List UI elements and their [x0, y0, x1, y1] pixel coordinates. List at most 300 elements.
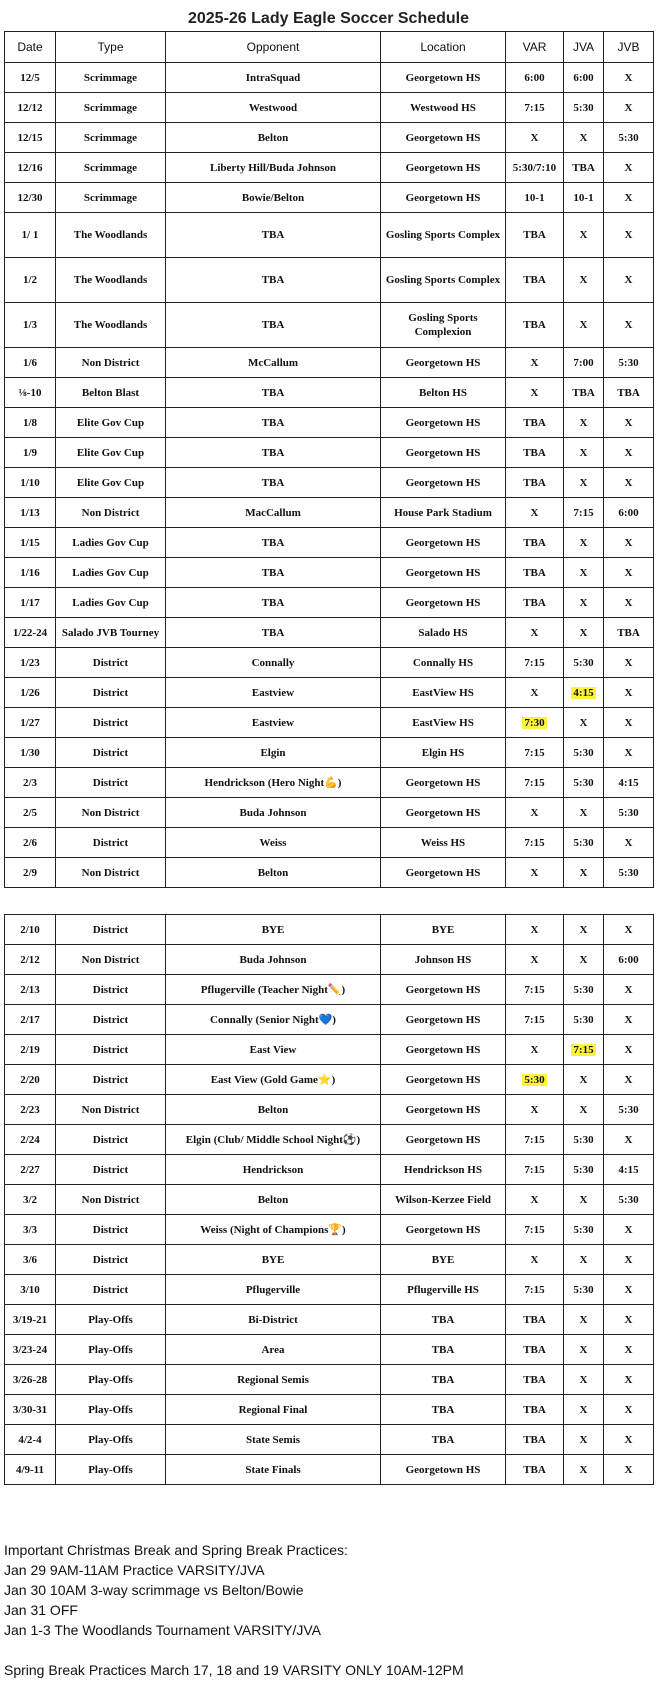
- cell-location: Pflugerville HS: [381, 1275, 506, 1305]
- cell-opponent: Connally (Senior Night💙): [166, 1005, 381, 1035]
- cell-jvb: X: [604, 1215, 654, 1245]
- table-row: [5, 258, 654, 303]
- cell-jva: X: [564, 588, 604, 618]
- cell-var: 7:15: [506, 1125, 564, 1155]
- cell-jvb: 6:00: [604, 498, 654, 528]
- cell-jva: 6:00: [564, 63, 604, 93]
- cell-opponent: East View: [166, 1035, 381, 1065]
- cell-location: Georgetown HS: [381, 1065, 506, 1095]
- cell-type: District: [56, 1155, 166, 1185]
- cell-jva: 5:30: [564, 975, 604, 1005]
- cell-opponent: Regional Semis: [166, 1365, 381, 1395]
- cell-var: [506, 1065, 564, 1095]
- cell-jva: X: [564, 1305, 604, 1335]
- cell-opponent: Belton: [166, 123, 381, 153]
- cell-type: District: [56, 1065, 166, 1095]
- cell-type: Scrimmage: [56, 153, 166, 183]
- cell-location: Georgetown HS: [381, 558, 506, 588]
- cell-var: X: [506, 618, 564, 648]
- cell-location: Georgetown HS: [381, 1455, 506, 1485]
- cell-location: Belton HS: [381, 378, 506, 408]
- cell-jva: 5:30: [564, 1125, 604, 1155]
- cell-var: 7:15: [506, 648, 564, 678]
- cell-opponent: IntraSquad: [166, 63, 381, 93]
- table-row: [5, 1335, 654, 1365]
- cell-date: 3/3: [5, 1215, 56, 1245]
- cell-location: Weiss HS: [381, 828, 506, 858]
- cell-jvb: X: [604, 1245, 654, 1275]
- cell-date: 2/27: [5, 1155, 56, 1185]
- cell-type: Belton Blast: [56, 378, 166, 408]
- cell-opponent: TBA: [166, 408, 381, 438]
- cell-opponent: TBA: [166, 468, 381, 498]
- cell-type: Elite Gov Cup: [56, 408, 166, 438]
- cell-date: 12/12: [5, 93, 56, 123]
- cell-opponent: State Finals: [166, 1455, 381, 1485]
- cell-type: District: [56, 1275, 166, 1305]
- cell-opponent: TBA: [166, 213, 381, 258]
- cell-opponent: MacCallum: [166, 498, 381, 528]
- cell-jva: 5:30: [564, 648, 604, 678]
- cell-var: 7:15: [506, 1005, 564, 1035]
- cell-var: X: [506, 378, 564, 408]
- cell-jva: X: [564, 213, 604, 258]
- table-row: [5, 63, 654, 93]
- table-row: [5, 588, 654, 618]
- table-row: [5, 915, 654, 945]
- cell-jvb: X: [604, 303, 654, 348]
- cell-jvb: X: [604, 528, 654, 558]
- cell-location: Salado HS: [381, 618, 506, 648]
- table-row: [5, 1065, 654, 1095]
- cell-var: TBA: [506, 303, 564, 348]
- cell-jvb: X: [604, 648, 654, 678]
- highlighted-time: 5:30: [524, 1073, 545, 1086]
- cell-date: 12/30: [5, 183, 56, 213]
- cell-jva: X: [564, 558, 604, 588]
- cell-date: 2/5: [5, 798, 56, 828]
- cell-jvb: X: [604, 438, 654, 468]
- notes-line: Jan 29 9AM-11AM Practice VARSITY/JVA: [4, 1562, 265, 1578]
- cell-type: District: [56, 1035, 166, 1065]
- cell-jvb: 5:30: [604, 1095, 654, 1125]
- cell-type: District: [56, 1245, 166, 1275]
- cell-jva: X: [564, 1065, 604, 1095]
- cell-type: District: [56, 768, 166, 798]
- cell-type: Play-Offs: [56, 1455, 166, 1485]
- cell-opponent: TBA: [166, 258, 381, 303]
- cell-jva: X: [564, 408, 604, 438]
- cell-jvb: 4:15: [604, 1155, 654, 1185]
- cell-var: TBA: [506, 528, 564, 558]
- cell-var: TBA: [506, 213, 564, 258]
- cell-date: 2/10: [5, 915, 56, 945]
- cell-location: TBA: [381, 1425, 506, 1455]
- table-row: [5, 1245, 654, 1275]
- cell-type: District: [56, 1005, 166, 1035]
- cell-location: Georgetown HS: [381, 438, 506, 468]
- cell-location: Gosling Sports Complexion: [381, 303, 506, 348]
- cell-var: X: [506, 915, 564, 945]
- cell-date: 1/23: [5, 648, 56, 678]
- cell-location: Gosling Sports Complex: [381, 258, 506, 303]
- cell-jva: TBA: [564, 153, 604, 183]
- cell-location: TBA: [381, 1305, 506, 1335]
- table-row: [5, 738, 654, 768]
- cell-jva: 5:30: [564, 1275, 604, 1305]
- notes-line: Jan 31 OFF: [4, 1602, 78, 1618]
- cell-type: Play-Offs: [56, 1365, 166, 1395]
- highlighted-time: 7:15: [573, 1043, 594, 1056]
- cell-jvb: 5:30: [604, 1185, 654, 1215]
- cell-jva: X: [564, 858, 604, 888]
- cell-opponent: Bi-District: [166, 1305, 381, 1335]
- cell-jvb: X: [604, 1035, 654, 1065]
- cell-jvb: X: [604, 1455, 654, 1485]
- cell-jva: 10-1: [564, 183, 604, 213]
- cell-jva: X: [564, 915, 604, 945]
- spring-break-line: Spring Break Practices March 17, 18 and 19 VARSITY ONLY 10AM-12PM: [4, 1662, 464, 1678]
- cell-location: Georgetown HS: [381, 183, 506, 213]
- cell-date: 2/19: [5, 1035, 56, 1065]
- cell-opponent: Eastview: [166, 678, 381, 708]
- table-row: [5, 1395, 654, 1425]
- cell-var: X: [506, 1245, 564, 1275]
- cell-type: Salado JVB Tourney: [56, 618, 166, 648]
- cell-jva: [564, 1035, 604, 1065]
- cell-date: 4/2-4: [5, 1425, 56, 1455]
- cell-location: Gosling Sports Complex: [381, 213, 506, 258]
- cell-jvb: X: [604, 558, 654, 588]
- table-row: [5, 153, 654, 183]
- cell-var: TBA: [506, 1335, 564, 1365]
- table-header-row: [5, 32, 654, 63]
- cell-location: Elgin HS: [381, 738, 506, 768]
- cell-jva: X: [564, 798, 604, 828]
- table-row: [5, 498, 654, 528]
- cell-location: BYE: [381, 1245, 506, 1275]
- cell-jva: 5:30: [564, 1005, 604, 1035]
- table-row: [5, 1275, 654, 1305]
- cell-var: X: [506, 1185, 564, 1215]
- cell-date: 12/16: [5, 153, 56, 183]
- cell-date: 2/13: [5, 975, 56, 1005]
- table-row: [5, 1215, 654, 1245]
- cell-location: Hendrickson HS: [381, 1155, 506, 1185]
- cell-type: Play-Offs: [56, 1335, 166, 1365]
- cell-opponent: Buda Johnson: [166, 798, 381, 828]
- cell-jva: [564, 678, 604, 708]
- cell-opponent: Weiss (Night of Champions🏆): [166, 1215, 381, 1245]
- cell-location: Georgetown HS: [381, 975, 506, 1005]
- cell-jvb: X: [604, 1365, 654, 1395]
- cell-date: 4/9-11: [5, 1455, 56, 1485]
- cell-jva: 5:30: [564, 828, 604, 858]
- cell-var: TBA: [506, 588, 564, 618]
- cell-jvb: 5:30: [604, 798, 654, 828]
- cell-var: 5:30/7:10: [506, 153, 564, 183]
- table-row: [5, 678, 654, 708]
- cell-location: TBA: [381, 1365, 506, 1395]
- cell-var: 7:15: [506, 1155, 564, 1185]
- cell-jva: X: [564, 618, 604, 648]
- cell-jvb: X: [604, 153, 654, 183]
- cell-location: TBA: [381, 1335, 506, 1365]
- cell-date: 12/15: [5, 123, 56, 153]
- cell-var: 7:15: [506, 828, 564, 858]
- cell-var: 7:15: [506, 975, 564, 1005]
- cell-jvb: X: [604, 708, 654, 738]
- cell-jvb: X: [604, 1335, 654, 1365]
- page-title: 2025-26 Lady Eagle Soccer Schedule: [187, 10, 470, 27]
- table-row: [5, 468, 654, 498]
- cell-var: 7:15: [506, 738, 564, 768]
- cell-opponent: Pflugerville (Teacher Night✏️): [166, 975, 381, 1005]
- cell-opponent: Belton: [166, 1185, 381, 1215]
- cell-jva: X: [564, 1425, 604, 1455]
- cell-date: 2/12: [5, 945, 56, 975]
- cell-opponent: Buda Johnson: [166, 945, 381, 975]
- cell-date: 1/13: [5, 498, 56, 528]
- cell-type: Non District: [56, 1185, 166, 1215]
- cell-jva: X: [564, 1395, 604, 1425]
- cell-opponent: TBA: [166, 378, 381, 408]
- cell-opponent: Area: [166, 1335, 381, 1365]
- table-row: [5, 1095, 654, 1125]
- cell-jva: X: [564, 438, 604, 468]
- table-row: [5, 975, 654, 1005]
- cell-location: TBA: [381, 1395, 506, 1425]
- cell-type: Non District: [56, 1095, 166, 1125]
- table-row: [5, 945, 654, 975]
- cell-type: The Woodlands: [56, 258, 166, 303]
- cell-opponent: TBA: [166, 618, 381, 648]
- cell-location: Georgetown HS: [381, 1125, 506, 1155]
- cell-jvb: 5:30: [604, 123, 654, 153]
- cell-type: Ladies Gov Cup: [56, 558, 166, 588]
- header-var: VAR: [506, 32, 564, 63]
- cell-var: X: [506, 123, 564, 153]
- cell-location: Connally HS: [381, 648, 506, 678]
- cell-type: Play-Offs: [56, 1305, 166, 1335]
- cell-location: Wilson-Kerzee Field: [381, 1185, 506, 1215]
- cell-date: 1/27: [5, 708, 56, 738]
- cell-location: Georgetown HS: [381, 123, 506, 153]
- highlighted-time: 4:15: [573, 686, 594, 699]
- cell-date: ⅛-10: [5, 378, 56, 408]
- cell-opponent: Bowie/Belton: [166, 183, 381, 213]
- cell-location: Westwood HS: [381, 93, 506, 123]
- cell-type: District: [56, 975, 166, 1005]
- cell-jva: X: [564, 1245, 604, 1275]
- cell-jva: X: [564, 303, 604, 348]
- cell-jvb: X: [604, 678, 654, 708]
- cell-jva: 5:30: [564, 1215, 604, 1245]
- cell-location: Georgetown HS: [381, 1095, 506, 1125]
- cell-jvb: X: [604, 915, 654, 945]
- table-row: [5, 1305, 654, 1335]
- header-opponent: Opponent: [166, 32, 381, 63]
- cell-var: 6:00: [506, 63, 564, 93]
- cell-opponent: Hendrickson (Hero Night💪): [166, 768, 381, 798]
- table-row: [5, 1425, 654, 1455]
- cell-location: Georgetown HS: [381, 408, 506, 438]
- cell-opponent: TBA: [166, 588, 381, 618]
- cell-opponent: Westwood: [166, 93, 381, 123]
- cell-jvb: X: [604, 975, 654, 1005]
- cell-date: 3/2: [5, 1185, 56, 1215]
- cell-location: Georgetown HS: [381, 858, 506, 888]
- cell-type: Play-Offs: [56, 1395, 166, 1425]
- cell-date: 2/24: [5, 1125, 56, 1155]
- table-row: [5, 378, 654, 408]
- cell-jvb: X: [604, 828, 654, 858]
- cell-jva: X: [564, 1095, 604, 1125]
- cell-var: X: [506, 1095, 564, 1125]
- cell-opponent: TBA: [166, 438, 381, 468]
- cell-jvb: X: [604, 63, 654, 93]
- schedule-table-1: [4, 31, 654, 888]
- cell-jva: 7:15: [564, 498, 604, 528]
- cell-location: House Park Stadium: [381, 498, 506, 528]
- cell-opponent: Belton: [166, 1095, 381, 1125]
- cell-opponent: Hendrickson: [166, 1155, 381, 1185]
- cell-date: 1/ 1: [5, 213, 56, 258]
- table-row: [5, 123, 654, 153]
- cell-type: Play-Offs: [56, 1425, 166, 1455]
- header-jva: JVA: [564, 32, 604, 63]
- cell-var: X: [506, 348, 564, 378]
- cell-jva: X: [564, 1365, 604, 1395]
- cell-opponent: Liberty Hill/Buda Johnson: [166, 153, 381, 183]
- cell-type: Non District: [56, 348, 166, 378]
- cell-location: Georgetown HS: [381, 1035, 506, 1065]
- cell-date: 1/15: [5, 528, 56, 558]
- cell-var: X: [506, 798, 564, 828]
- cell-var: X: [506, 858, 564, 888]
- cell-date: 3/23-24: [5, 1335, 56, 1365]
- cell-jva: 5:30: [564, 1155, 604, 1185]
- cell-opponent: Regional Final: [166, 1395, 381, 1425]
- cell-location: BYE: [381, 915, 506, 945]
- cell-type: District: [56, 708, 166, 738]
- cell-jva: X: [564, 1185, 604, 1215]
- cell-var: TBA: [506, 1305, 564, 1335]
- cell-var: 10-1: [506, 183, 564, 213]
- table-row: [5, 648, 654, 678]
- cell-jva: X: [564, 258, 604, 303]
- header-date: Date: [5, 32, 56, 63]
- cell-jva: X: [564, 1455, 604, 1485]
- cell-var: X: [506, 678, 564, 708]
- table-row: [5, 798, 654, 828]
- table-row: [5, 1185, 654, 1215]
- cell-type: District: [56, 678, 166, 708]
- table-row: [5, 348, 654, 378]
- table-row: [5, 618, 654, 648]
- cell-opponent: TBA: [166, 528, 381, 558]
- cell-date: 12/5: [5, 63, 56, 93]
- cell-type: Scrimmage: [56, 123, 166, 153]
- cell-opponent: Elgin: [166, 738, 381, 768]
- cell-date: 1/2: [5, 258, 56, 303]
- cell-location: EastView HS: [381, 708, 506, 738]
- cell-date: 2/6: [5, 828, 56, 858]
- cell-opponent: Belton: [166, 858, 381, 888]
- cell-type: District: [56, 1125, 166, 1155]
- cell-type: The Woodlands: [56, 213, 166, 258]
- cell-jva: X: [564, 945, 604, 975]
- cell-var: TBA: [506, 1395, 564, 1425]
- cell-jva: X: [564, 528, 604, 558]
- schedule-body-1: [5, 63, 654, 888]
- cell-opponent: Eastview: [166, 708, 381, 738]
- cell-opponent: State Semis: [166, 1425, 381, 1455]
- cell-var: 7:15: [506, 93, 564, 123]
- table-row: [5, 408, 654, 438]
- cell-type: Non District: [56, 858, 166, 888]
- cell-location: Georgetown HS: [381, 63, 506, 93]
- cell-date: 1/26: [5, 678, 56, 708]
- table-row: [5, 1365, 654, 1395]
- cell-var: 7:15: [506, 1215, 564, 1245]
- cell-type: District: [56, 738, 166, 768]
- cell-jvb: X: [604, 1425, 654, 1455]
- cell-jva: X: [564, 1335, 604, 1365]
- cell-type: The Woodlands: [56, 303, 166, 348]
- cell-opponent: Weiss: [166, 828, 381, 858]
- cell-jva: X: [564, 123, 604, 153]
- cell-date: 2/17: [5, 1005, 56, 1035]
- table-row: [5, 1155, 654, 1185]
- table-row: [5, 828, 654, 858]
- table-row: [5, 1035, 654, 1065]
- cell-var: X: [506, 498, 564, 528]
- cell-location: EastView HS: [381, 678, 506, 708]
- schedule-table-2: [4, 914, 654, 1485]
- cell-date: 3/6: [5, 1245, 56, 1275]
- cell-location: Georgetown HS: [381, 588, 506, 618]
- cell-location: Georgetown HS: [381, 768, 506, 798]
- cell-opponent: BYE: [166, 915, 381, 945]
- table-row: [5, 858, 654, 888]
- cell-var: 7:15: [506, 1275, 564, 1305]
- cell-location: Georgetown HS: [381, 798, 506, 828]
- table-row: [5, 1125, 654, 1155]
- table-row: [5, 183, 654, 213]
- cell-type: District: [56, 915, 166, 945]
- cell-date: 1/9: [5, 438, 56, 468]
- highlighted-time: 7:30: [524, 716, 545, 729]
- cell-location: Georgetown HS: [381, 1215, 506, 1245]
- cell-var: TBA: [506, 1365, 564, 1395]
- cell-var: X: [506, 1035, 564, 1065]
- cell-jvb: 5:30: [604, 858, 654, 888]
- header-location: Location: [381, 32, 506, 63]
- cell-var: TBA: [506, 438, 564, 468]
- cell-jva: TBA: [564, 378, 604, 408]
- cell-jva: 7:00: [564, 348, 604, 378]
- cell-jva: X: [564, 468, 604, 498]
- cell-date: 2/3: [5, 768, 56, 798]
- cell-date: 1/6: [5, 348, 56, 378]
- cell-var: TBA: [506, 468, 564, 498]
- cell-date: 3/10: [5, 1275, 56, 1305]
- cell-jvb: X: [604, 1125, 654, 1155]
- schedule-body-2: [5, 915, 654, 1485]
- cell-jvb: X: [604, 1065, 654, 1095]
- cell-date: 2/20: [5, 1065, 56, 1095]
